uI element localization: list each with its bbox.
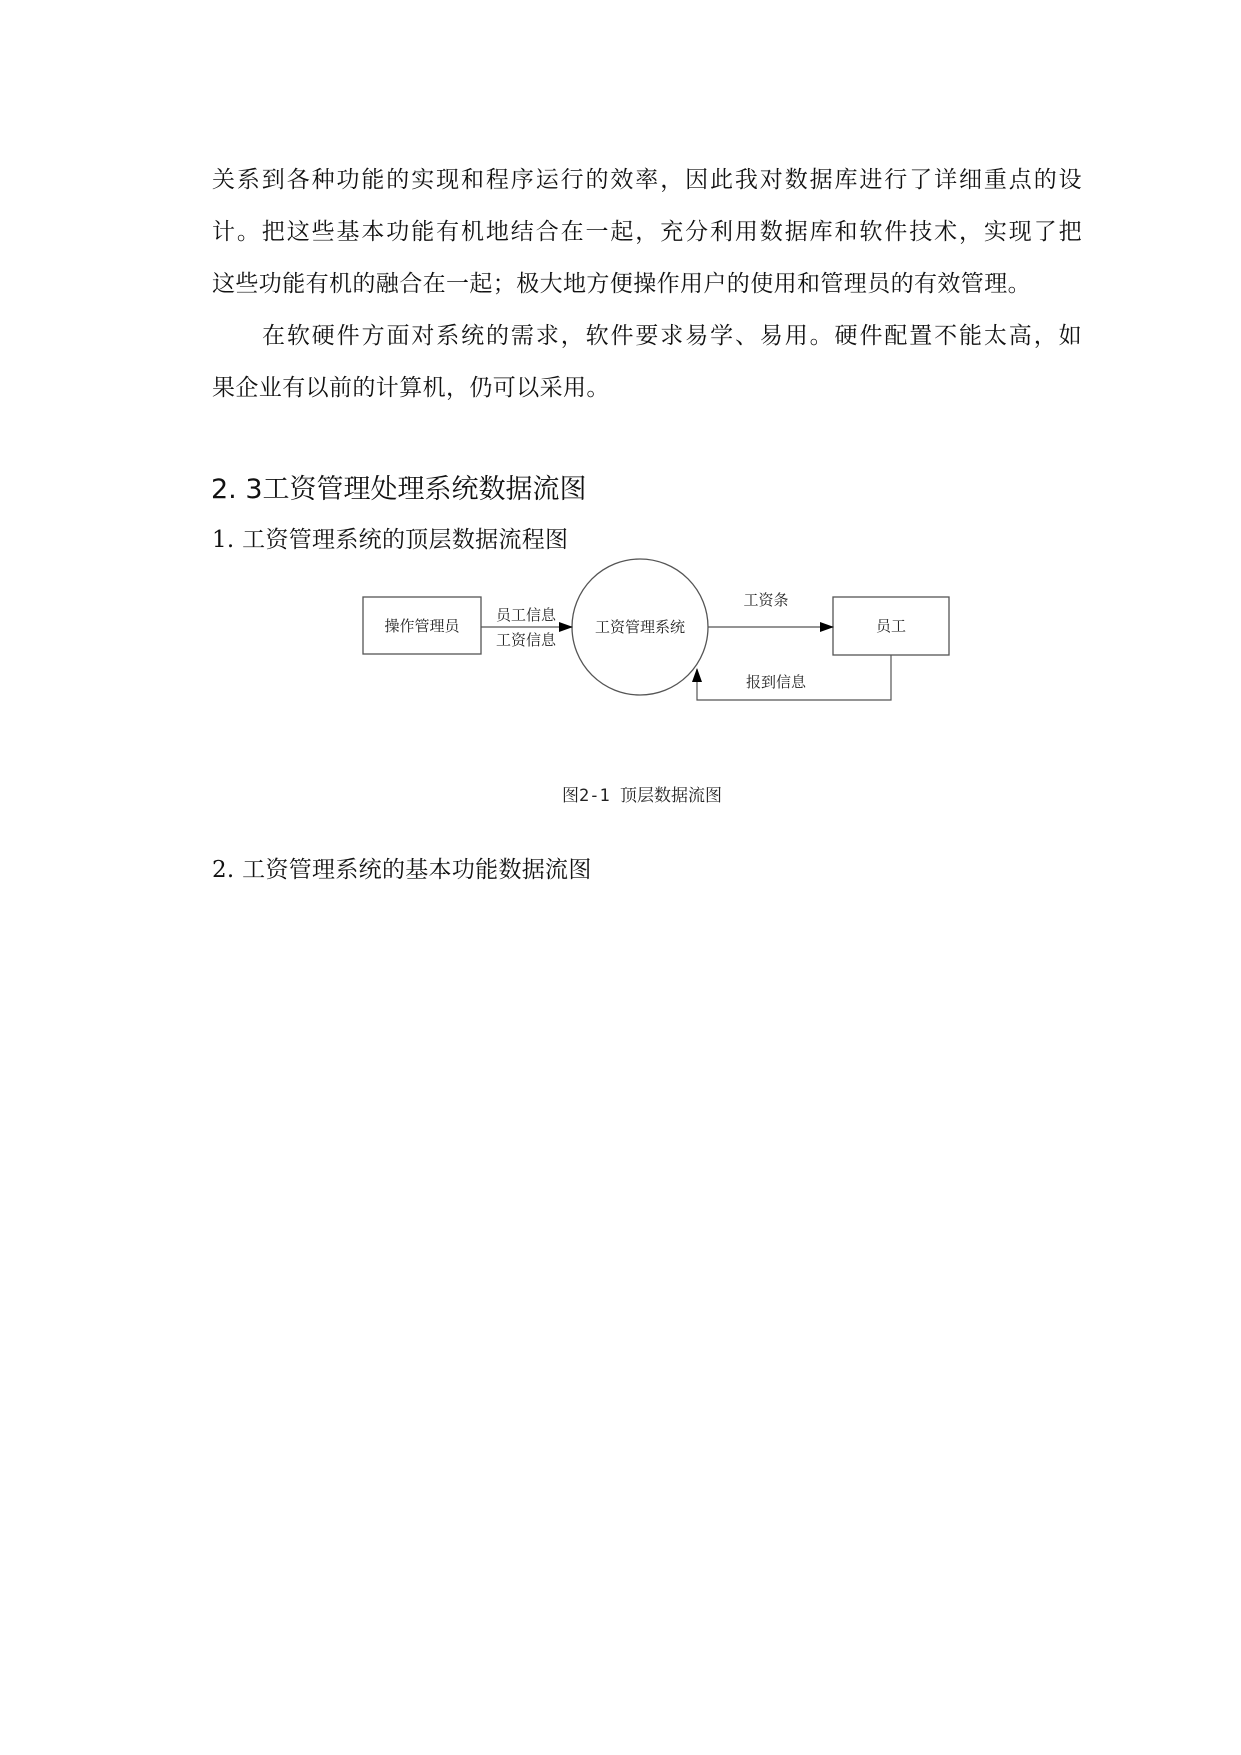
subheading-top-level-dfd: 1. 工资管理系统的顶层数据流程图 — [212, 527, 569, 553]
flow-label-report-info: 报到信息 — [745, 673, 807, 691]
flow-label-payslip: 工资条 — [743, 591, 789, 609]
paragraph-2-line-1: 在软硬件方面对系统的需求，软件要求易学、易用。硬件配置不能太高，如 — [262, 323, 1082, 349]
subheading-basic-function-dfd: 2. 工资管理系统的基本功能数据流图 — [212, 857, 592, 883]
paragraph-2-line-2: 果企业有以前的计算机，仍可以采用。 — [212, 375, 610, 401]
top-level-data-flow-diagram — [0, 0, 1241, 820]
payroll-system-label: 工资管理系统 — [594, 618, 686, 636]
figure-caption: 图2-1 顶层数据流图 — [562, 786, 722, 806]
flow-label-employee-info: 员工信息 — [495, 606, 557, 624]
paragraph-1-line-3: 这些功能有机的融合在一起；极大地方便操作用户的使用和管理员的有效管理。 — [212, 271, 1031, 297]
paragraph-1-line-2: 计。把这些基本功能有机地结合在一起，充分利用数据库和软件技术，实现了把 — [212, 219, 1082, 245]
operator-admin-label: 操作管理员 — [384, 617, 460, 635]
employee-label: 员工 — [875, 617, 907, 635]
paragraph-1-line-1: 关系到各种功能的实现和程序运行的效率，因此我对数据库进行了详细重点的设 — [212, 167, 1082, 193]
section-heading: 2. 3工资管理处理系统数据流图 — [211, 474, 587, 505]
flow-label-salary-info: 工资信息 — [495, 631, 557, 649]
